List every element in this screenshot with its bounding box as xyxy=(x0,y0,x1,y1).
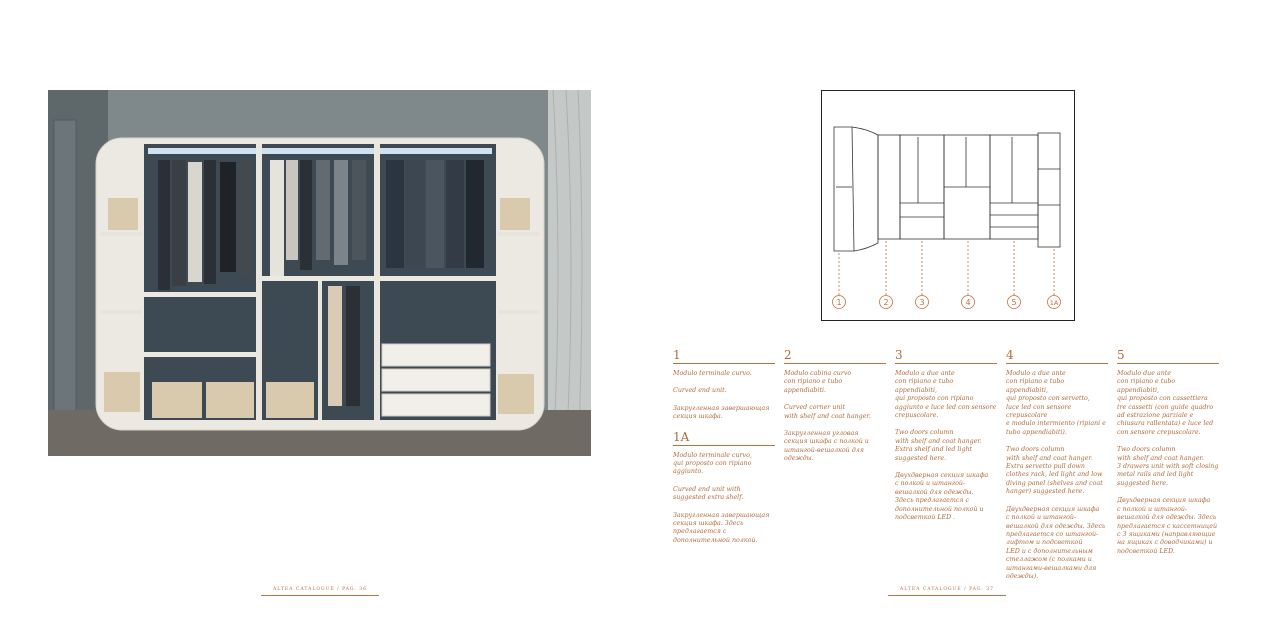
wardrobe-technical-drawing xyxy=(821,90,1075,321)
text-italian: Modulo terminale curvo. xyxy=(673,370,752,377)
text-italian: Modulo due ante con ripiano e tubo appendiabiti, qui proposto con cassettiera tre cassetti (con guide quadro ad estrazione parziale e chiusura rallentata) e luce led con sensore crepuscolare. xyxy=(1117,370,1214,436)
column-4 xyxy=(1006,349,1108,590)
text-italian: Modulo a due ante con ripiano e tubo appendiabiti, qui proposto con ripiano aggiunto e luce led con sensore crepuscolare. xyxy=(895,370,997,420)
text-russian: Закругленная завершающая секция шкафа. Здесь предлагается с дополнительной полкой. xyxy=(673,511,770,544)
text-english: Curved end unit with suggested extra shelf. xyxy=(673,485,744,502)
text-english: Curved corner unit with shelf and coat hanger. xyxy=(784,404,871,420)
text-english: Curved end unit. xyxy=(673,387,727,395)
text-italian: Modulo a due ante con ripiano e tubo appendiabiti, qui proposto con servetto, luce led con sensore crepuscolare e modulo intermiento (ripiani e tubo appendiabiti). xyxy=(1006,370,1106,436)
callout-1: 1 xyxy=(836,298,842,307)
text-english: Two doors column with shelf and coat hanger. Extra servetto pull down clothes rack, led light and low diving panel (shelves and coat hanger) suggested here. xyxy=(1006,446,1103,496)
callout-5: 5 xyxy=(1011,298,1017,307)
column-number: 1A xyxy=(673,431,775,446)
callout-1a: 1A xyxy=(1049,299,1059,307)
text-russian: Закругленная завершающая секция шкафа. xyxy=(673,404,770,421)
line-drawing xyxy=(822,91,1074,320)
column-number: 5 xyxy=(1117,349,1219,364)
footer-page-37: ALTEA CATALOGUE / PAG. 37 xyxy=(888,587,1006,596)
column-number: 3 xyxy=(895,349,997,364)
text-italian: Modulo terminale curvo, qui proposto con ripiano aggiunto. xyxy=(673,451,752,476)
column-number: 2 xyxy=(784,349,886,364)
wardrobe-photo xyxy=(48,90,591,456)
wardrobe-illustration xyxy=(48,90,591,456)
text-italian: Modulo cabina curvo con ripiano e tubo appendiabiti. xyxy=(784,370,852,394)
text-russian: Двухдверная секция шкафа с полкой и штангой- вешалкой для одежды. Здесь предлагается с кассетницей с 3 ящиками (направляющие на ящиках с доводчиками) и подсветкой LED. xyxy=(1117,497,1218,555)
text-english: Two doors column with shelf and coat hanger. 3 drawers unit with soft closing metal rails and led light suggested here. xyxy=(1117,446,1219,487)
column-number: 1 xyxy=(673,349,775,364)
text-english: Two doors column with shelf and coat hanger. Extra shelf and led light suggested here. xyxy=(895,429,982,462)
text-russian: Двухдверная секция шкафа с полкой и штангой- вешалкой для одежды. Здесь предлагается со штангой- лифтом и подсветкой LED и с дополнительным стеллажом (с полками и штангами-вешалками для одежды). xyxy=(1006,505,1106,580)
column-5 xyxy=(1117,349,1219,565)
column-number: 4 xyxy=(1006,349,1108,364)
column-2 xyxy=(784,349,886,473)
column-3 xyxy=(895,349,997,532)
callout-4: 4 xyxy=(965,298,971,307)
callout-3: 3 xyxy=(919,298,925,307)
text-russian: Закругленная угловая секция шкафа с полкой и штангой-вешалкой для одежды. xyxy=(784,430,869,463)
text-russian: Двухдверная секция шкафа с полкой и штангой- вешалкой для одежды. Здесь предлагается с дополнительной полкой и подсветкой LED . xyxy=(895,472,989,522)
callout-2: 2 xyxy=(883,298,889,307)
column-1 xyxy=(673,349,775,554)
footer-page-36: ALTEA CATALOGUE / PAG. 36 xyxy=(261,587,379,596)
